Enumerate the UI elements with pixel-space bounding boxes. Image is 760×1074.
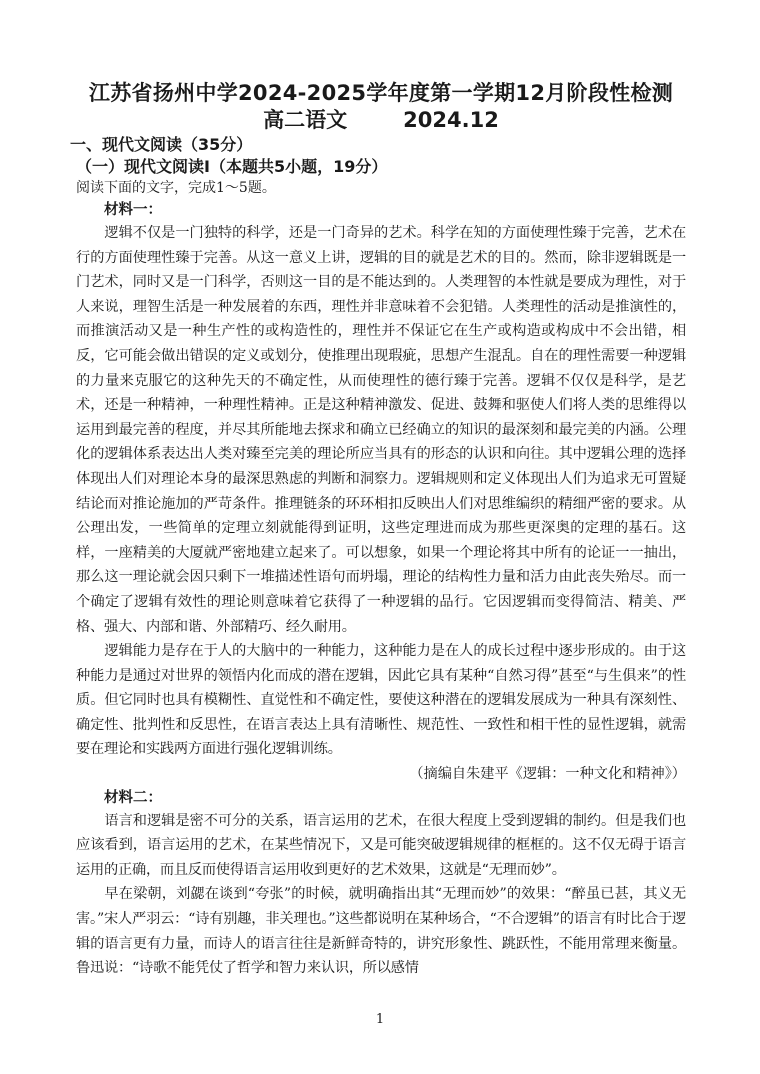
subject-label: 高二语文 — [263, 108, 348, 132]
material1-paragraph: 逻辑不仅是一门独特的科学，还是一门奇异的艺术。科学在知的方面使理性臻于完善，艺术在行的方面使理性臻于完善。从这一意义上讲，逻辑的目的就是艺术的目的。然而，除非逻辑既是一门艺术，同时又是一门科学，否则这一目的是不能达到的。人类理智的本性就是要成为理性，对于人来说，理智生活是一种发展着的东西，理性并非意味着不会犯错。人类理性的活动是推演性的，而推演活动又是一种生产性的或构造性的，理性并不保证它在生产或构造或构成中不会出错，相反，它可能会做出错误的定义或划分，使推理出现瑕疵，思想产生混乱。自在的理性需要一种逻辑的力量来克服它的这种先天的不确定性，从而使理性的德行臻于完善。逻辑不仅仅是科学，是艺术，还是一种精神，一种理性精神。正是这种精神激发、促进、鼓舞和驱使人们将人类的思维得以运用到最完善的程度，并尽其所能地去探求和确立已经确立的知识的最深刻和最完美的内涵。公理化的逻辑体系表达出人类对臻至完美的理论所应当具有的形态的认识和向往。其中逻辑公理的选择体现出人们对理论本身的最深思熟虑的判断和洞察力。逻辑规则和定义体现出人们为追求无可置疑结论而对推论施加的严苛条件。推理链条的环环相扣反映出人们对思维编织的精细严密的要求。从公理出发，一些简单的定理立刻就能得到证明，这些定理进而成为那些更深奥的定理的基石。这样，一座精美的大厦就严密地建立起来了。可以想象，如果一个理论将其中所有的论证一一抽出，那么这一理论就会因只剩下一堆描述性语句而坍塌，理论的结构性力量和活力由此丧失殆尽。而一个确定了逻辑有效性的理论则意味着它获得了一种逻辑的品行。它因逻辑而变得简洁、精美、严格、强大、内部和谐、外部精巧、经久耐用。 — [76, 225, 686, 635]
material1-source: （摘编自朱建平《逻辑：一种文化和精神》） — [409, 766, 686, 783]
section-heading: 一、现代文阅读（35分） — [70, 135, 253, 154]
material2-paragraph: 语言和逻辑是密不可分的关系，语言运用的艺术，在很大程度上受到逻辑的制约。但是我们也应该看到，语言运用的艺术，在某些情况下，又是可能突破逻辑规律的框框的。这不仅无碍于语言运用的正确，而且反而使得语言运用收到更好的艺术效果，这就是“无理而妙”。 — [76, 812, 686, 878]
exam-date: 2024.12 — [403, 108, 499, 132]
material2-label: 材料二： — [104, 789, 162, 806]
exam-title: 江苏省扬州中学2024-2025学年度第一学期12月阶段性检测 — [88, 81, 674, 105]
exam-subtitle — [76, 107, 686, 134]
material1-label: 材料一： — [104, 202, 162, 218]
page-number: 1 — [375, 1012, 385, 1027]
material1-paragraph: 逻辑能力是存在于人的大脑中的一种能力，这种能力是在人的成长过程中逐步形成的。由于这种能力是通过对世界的领悟内化而成的潜在逻辑，因此它具有某种“自然习得”甚至“与生俱来”的性质。但它同时也具有模糊性、直觉性和不确定性，要使这种潜在的逻辑发展成为一种具有深刻性、确定性、批判性和反思性，在语言表达上具有清晰性、规范性、一致性和相干性的显性逻辑，就需要在理论和实践两方面进行强化逻辑训练。 — [76, 643, 686, 758]
subsection-heading: （一）现代文阅读Ⅰ（本题共5小题，19分） — [76, 157, 388, 176]
instruction-text: 阅读下面的文字，完成1～5题。 — [76, 180, 276, 196]
material2-paragraph: 早在梁朝，刘勰在谈到“夸张”的时候，就明确指出其“无理而妙”的效果：“醉虽已甚，其义无害。”宋人严羽云：“诗有别趣，非关理也。”这些都说明在某种场合，“不合逻辑”的语言有时比合于逻辑的语言更有力量，而诗人的语言往往是新鲜奇特的，讲究形象性、跳跃性，不能用常理来衡量。鲁迅说：“诗歌不能凭仗了哲学和智力来认识，所以感情 — [76, 886, 686, 977]
